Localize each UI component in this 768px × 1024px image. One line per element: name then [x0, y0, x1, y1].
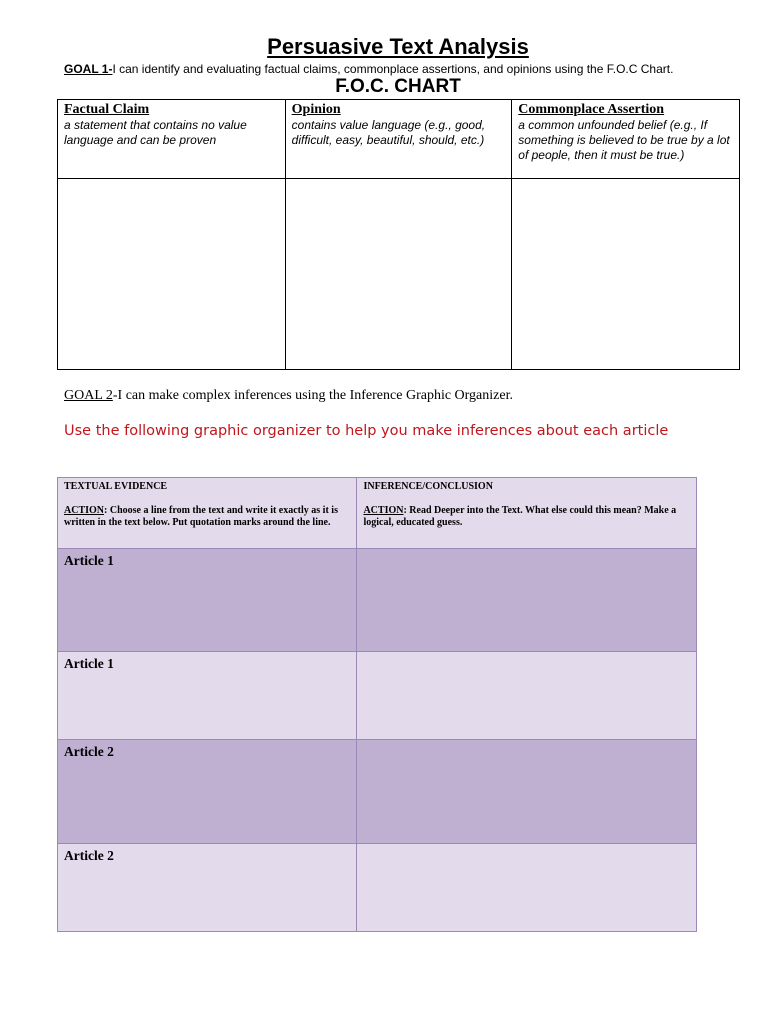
conclusion-cell[interactable]	[357, 740, 697, 844]
foc-header-factual-claim	[58, 100, 286, 179]
foc-heading: Commonplace Assertion	[518, 102, 665, 117]
foc-heading: Factual Claim	[64, 102, 150, 117]
goal-2-label: GOAL 2	[64, 388, 113, 403]
evidence-cell[interactable]	[58, 740, 357, 844]
foc-description: contains value language (e.g., good, difficult, easy, beautiful, should, etc.)	[291, 118, 486, 147]
foc-description: a statement that contains no value language and can be proven	[64, 118, 247, 147]
evidence-cell[interactable]	[58, 844, 357, 932]
goal-2-text: -I can make complex inferences using the Inference Graphic Organizer.	[112, 388, 513, 403]
inference-organizer-table	[57, 477, 697, 932]
foc-header-commonplace-assertion	[512, 100, 740, 179]
inference-header-conclusion	[357, 478, 697, 549]
foc-heading: Opinion	[291, 102, 341, 117]
conclusion-cell[interactable]	[357, 652, 697, 740]
goal-2	[64, 388, 764, 404]
action-label: ACTION	[64, 505, 105, 516]
action-label: ACTION	[363, 505, 404, 516]
action-text: : Choose a line from the text and write it exactly as it is written in the text below. Put quotation marks around the line.	[64, 505, 338, 528]
evidence-cell[interactable]	[58, 652, 357, 740]
inference-heading: TEXTUAL EVIDENCE	[64, 481, 168, 492]
inference-action	[64, 505, 350, 529]
evidence-cell[interactable]	[58, 549, 357, 652]
inference-heading: INFERENCE/CONCLUSION	[363, 481, 493, 492]
goal-1-text: I can identify and evaluating factual claims, commonplace assertions, and opinions using the F.O.C Chart.	[112, 62, 674, 76]
action-text: : Read Deeper into the Text. What else could this mean? Make a logical, educated guess.	[363, 505, 677, 528]
article-label: Article 2	[64, 744, 114, 759]
foc-description: a common unfounded belief (e.g., If something is believed to be true by a lot of people, then it must be true.)	[518, 118, 730, 162]
organizer-instruction: Use the following graphic organizer to help you make inferences about each article	[64, 423, 669, 439]
inference-header-textual-evidence	[58, 478, 357, 549]
conclusion-cell[interactable]	[357, 844, 697, 932]
goal-1	[64, 62, 764, 76]
article-label: Article 2	[64, 848, 114, 863]
page-title: Persuasive Text Analysis	[267, 34, 529, 59]
foc-answer-cell-commonplace-assertion[interactable]	[512, 179, 740, 370]
inference-action	[363, 505, 690, 529]
foc-chart-title: F.O.C. CHART	[335, 76, 461, 97]
foc-chart-table	[57, 99, 740, 370]
foc-answer-cell-factual-claim[interactable]	[58, 179, 286, 370]
foc-answer-cell-opinion[interactable]	[285, 179, 512, 370]
article-label: Article 1	[64, 553, 114, 568]
goal-1-label: GOAL 1-	[64, 62, 113, 76]
foc-header-opinion	[285, 100, 512, 179]
conclusion-cell[interactable]	[357, 549, 697, 652]
article-label: Article 1	[64, 656, 114, 671]
